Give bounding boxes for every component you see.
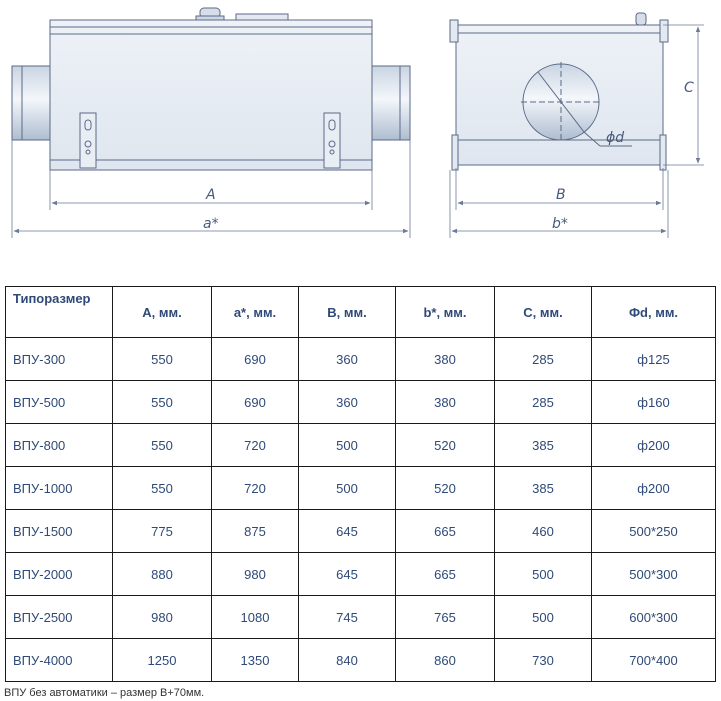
cell: 730 [495,639,592,682]
technical-drawing [0,0,721,280]
cell: ф200 [592,467,716,510]
spec-table [5,286,716,682]
mounting-bracket-right [324,113,340,168]
cell: 500*250 [592,510,716,553]
cell-type: ВПУ-1000 [6,467,113,510]
cell-type: ВПУ-1500 [6,510,113,553]
cell: 520 [396,424,495,467]
cell: 360 [299,381,396,424]
table-header-row [6,287,716,338]
right-duct-collar [372,66,410,140]
left-duct-collar [12,66,50,140]
cell: 980 [212,553,299,596]
label-b-star: b* [552,216,568,232]
table-row [6,639,716,682]
header-B: B, мм. [299,287,396,338]
cell: 720 [212,424,299,467]
mounting-bracket-left [80,113,96,168]
cell: 360 [299,338,396,381]
cell-type: ВПУ-2500 [6,596,113,639]
cell: ф200 [592,424,716,467]
cell-type: ВПУ-2000 [6,553,113,596]
cell: 500 [299,467,396,510]
cell: 500 [299,424,396,467]
cell: 645 [299,553,396,596]
cell: 385 [495,424,592,467]
cell: 700*400 [592,639,716,682]
cell: 645 [299,510,396,553]
label-B: B [556,187,566,203]
cell: 550 [113,381,212,424]
cell: 980 [113,596,212,639]
cell: ф160 [592,381,716,424]
table-row [6,467,716,510]
cell: 665 [396,553,495,596]
table-row [6,553,716,596]
header-C: C, мм. [495,287,592,338]
cell: 860 [396,639,495,682]
front-view [12,8,410,170]
label-A: A [206,187,216,203]
table-row [6,381,716,424]
table-row [6,596,716,639]
cell: 775 [113,510,212,553]
cell-type: ВПУ-800 [6,424,113,467]
cell: 380 [396,338,495,381]
cell: 600*300 [592,596,716,639]
cell: 550 [113,467,212,510]
cell: 1350 [212,639,299,682]
table-row [6,338,716,381]
label-C: C [684,80,694,96]
cell: 765 [396,596,495,639]
cell: 840 [299,639,396,682]
cell: 550 [113,424,212,467]
cell: 380 [396,381,495,424]
cell: 550 [113,338,212,381]
cell-type: ВПУ-500 [6,381,113,424]
cell: 285 [495,381,592,424]
cell: 690 [212,381,299,424]
header-A: A, мм. [113,287,212,338]
cell: 500 [495,553,592,596]
cell: 1080 [212,596,299,639]
label-a-star: a* [203,216,219,232]
cell: 720 [212,467,299,510]
cell: 500*300 [592,553,716,596]
header-b-star: b*, мм. [396,287,495,338]
cell: 520 [396,467,495,510]
cell: ф125 [592,338,716,381]
cell: 285 [495,338,592,381]
cell-type: ВПУ-4000 [6,639,113,682]
label-phi-d: ϕd [606,130,625,146]
cell: 880 [113,553,212,596]
cell: 745 [299,596,396,639]
cell: 875 [212,510,299,553]
header-type: Типоразмер [6,287,113,338]
end-view [450,13,668,170]
header-a-star: a*, мм. [212,287,299,338]
cell: 500 [495,596,592,639]
table-row [6,424,716,467]
footnote: ВПУ без автоматики – размер B+70мм. [4,687,205,699]
cell: 385 [495,467,592,510]
cell: 460 [495,510,592,553]
cell: 690 [212,338,299,381]
table-row [6,510,716,553]
cell: 1250 [113,639,212,682]
cell-type: ВПУ-300 [6,338,113,381]
header-phi-d: Фd, мм. [592,287,716,338]
cell: 665 [396,510,495,553]
